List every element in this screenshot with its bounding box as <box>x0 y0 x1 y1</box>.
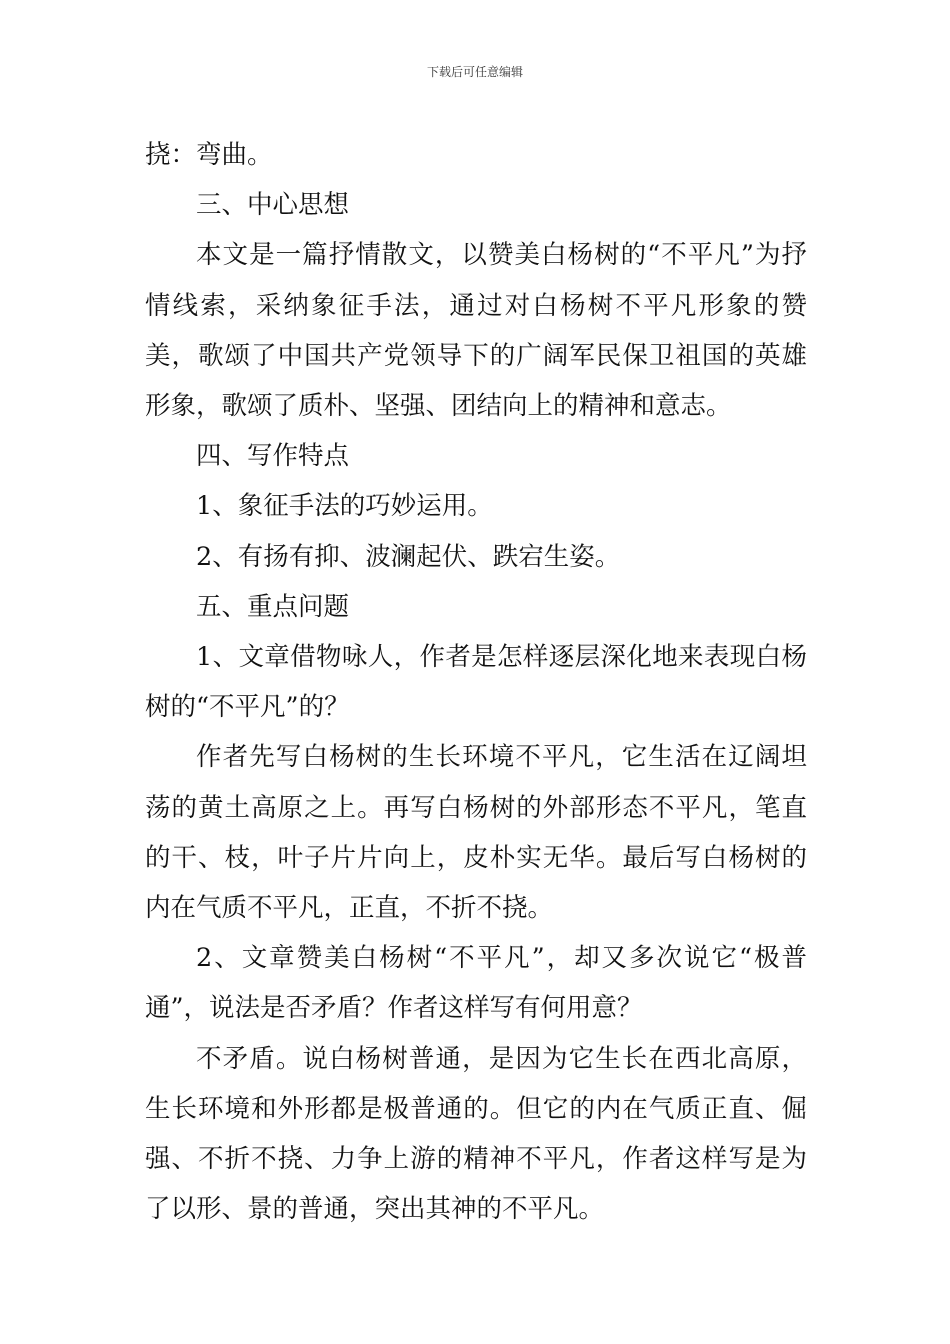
question-2: 2、文章赞美白杨树“不平凡”，却又多次说它“极普通”，说法是否矛盾？作者这样写有何用意？ <box>145 943 807 1024</box>
paragraph-definition: 挠：弯曲。 <box>145 140 273 170</box>
list-item-feature-1: 1、象征手法的巧妙运用。 <box>196 491 493 522</box>
list-item-feature-2: 2、有扬有抑、波澜起伏、跌宕生姿。 <box>196 541 621 572</box>
question-1: 1、文章借物咏人，作者是怎样逐层深化地来表现白杨树的“不平凡”的？ <box>145 642 807 723</box>
document-body <box>145 130 807 1234</box>
section-heading-key-questions: 五、重点问题 <box>196 591 350 622</box>
paragraph-central-idea: 本文是一篇抒情散文，以赞美白杨树的“不平凡”为抒情线索，采纳象征手法，通过对白杨树不平凡形象的赞美，歌颂了中国共产党领导下的广阔军民保卫祖国的英雄形象，歌颂了质朴、坚强、团结向上的精神和意志。 <box>145 240 807 422</box>
page-header: 下载后可任意编辑 <box>426 65 523 79</box>
answer-1: 作者先写白杨树的生长环境不平凡，它生活在辽阔坦荡的黄土高原之上。再写白杨树的外部形态不平凡，笔直的干、枝，叶子片片向上，皮朴实无华。最后写白杨树的内在气质不平凡，正直，不折不挠。 <box>145 742 807 924</box>
section-heading-writing-features: 四、写作特点 <box>196 441 350 472</box>
section-heading-central-idea: 三、中心思想 <box>196 190 350 221</box>
answer-2: 不矛盾。说白杨树普通，是因为它生长在西北高原，生长环境和外形都是极普通的。但它的内在气质正直、倔强、不折不挠、力争上游的精神不平凡，作者这样写是为了以形、景的普通，突出其神的不平凡。 <box>145 1043 807 1225</box>
